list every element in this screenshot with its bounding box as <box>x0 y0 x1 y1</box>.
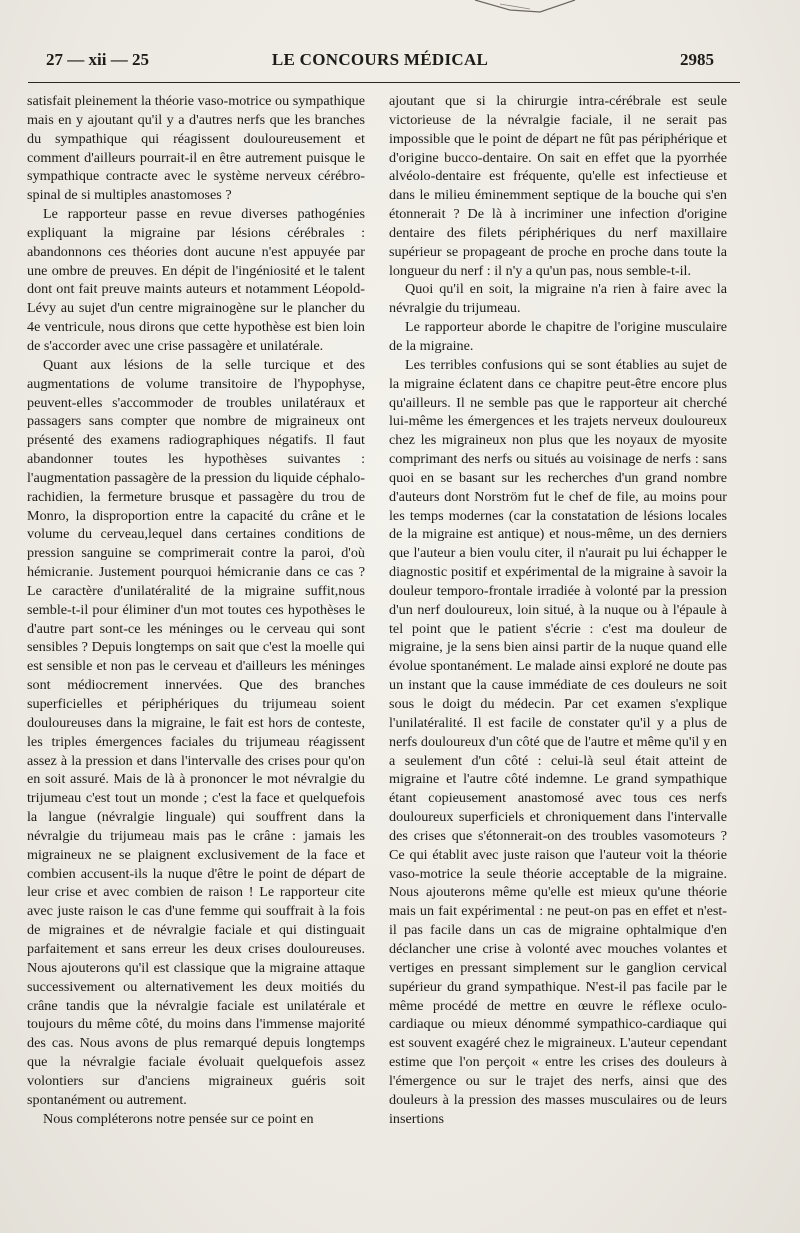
paragraph: Nous compléterons notre pensée sur ce point en <box>43 1110 314 1127</box>
paragraph: Le rapporteur aborde le chapitre de l'origine musculaire de la migraine. <box>389 319 727 354</box>
paragraph: satisfait pleinement la théorie vaso-motrice ou sympathique mais en y ajoutant qu'il y a d'autres nerfs que les branches du sympathique qui réagissent douloureusement et comment d'ailleurs pourrait-il en être autrement puisque le sympathique contracte avec le système nerveux cérébro-spinal de si multiples anastomoses ? <box>27 93 365 204</box>
paragraph: ajoutant que si la chirurgie intra-cérébrale est seule victorieuse de la névralgie faciale, il ne serait pas impossible que le point de départ ne fût pas périphérique et d'origine bucco-dentaire. On sait en effet que la pyorrhée alvéolo-dentaire est fréquente, qu'elle est infectieuse et dans le milieu éminemment septique de la bouche qui s'en étonnerait ? De là à incriminer une infection d'origine dentaire des filets périphériques du nerf maxillaire supérieur se propageant de proche en proche dans toute la longueur du nerf : il n'y a qu'un pas, nous semble-t-il. <box>389 93 727 279</box>
paragraph: Quoi qu'il en soit, la migraine n'a rien à faire avec la névralgie du trijumeau. <box>389 281 727 317</box>
scan-artifact-mark <box>470 0 580 18</box>
issue-date: 27 — xii — 25 <box>46 50 149 69</box>
journal-title: LE CONCOURS MÉDICAL <box>271 50 489 69</box>
header-rule <box>28 82 740 83</box>
left-column <box>27 92 365 1128</box>
page-number: 2985 <box>680 50 714 69</box>
paragraph: Quant aux lésions de la selle turcique et des augmentations de volume transitoire de l'hypophyse, peuvent-elles s'accommoder de troubles unilatéraux et passagers sans compter que nombre de migraineux ont présenté des examens radiographiques négatifs. Il faut abandonner toutes les hypothèses suivantes : l'augmentation passagère de la pression du liquide céphalo-rachidien, la fermeture brusque et passagère du trou de Monro, la disproportion entre la capacité du crâne et le volume du cerveau,lequel dans certaines conditions de pression sanguine se comprimerait contre la paroi, d'où hémicranie. Justement pourquoi hémicranie dans ce cas ? Le caractère d'unilatéralité de la migraine suffit,nous semble-t-il pour éliminer d'un mot toutes ces hypothèses le d'autre part sont-ce les méninges ou le cerveau qui sont sensibles ? Depuis longtemps on sait que c'est la moelle qui est sensible et non pas le cerveau et d'ailleurs les méninges sont médiocrement innervées. Que des branches superficielles et périphériques du trijumeau soient douloureuses dans la migraine, le fait est hors de conteste, les triples émergences faciales du trijumeau réagissent assez à la pression et dans l'intervalle des crises pour qu'on en soit assuré. Mais de là à prononcer le mot névralgie du trijumeau c'est tout un monde ; c'est la face et quelquefois la langue (névralgie linguale) qui souffrent dans la névralgie du trijumeau mais pas le crâne : jamais les migraineux ne se plaignent exclusivement de la face et combien accusent-ils la nuque d'être le point de départ de leur crise et avec combien de raison ! Le rapporteur cite avec juste raison le cas d'une femme qui souffrait à la fois de migraines et de névralgie faciale et qui distinguait parfaitement et sans erreur les deux crises douloureuses. Nous ajouterons qu'il est classique que la migraine attaque successivement ou alternativement les deux moitiés du crâne tandis que la névralgie faciale est unilatérale et toujours du même côté, du moins dans l'immense majorité des cas. Nous avons de plus remarqué depuis longtemps que la névralgie faciale évoluait quelquefois assez volontiers sur d'anciens migraineux guéris soit spontanément ou autrement. <box>27 356 365 1108</box>
right-column <box>389 92 727 1128</box>
paragraph: Le rapporteur passe en revue diverses pathogénies expliquant la migraine par lésions cérébrales : abandonnons ces théories dont aucune n'est appuyée par une ombre de preuves. En dépit de l'ingéniosité et le talent dont ont fait preuve maints auteurs et notamment Léopold-Lévy au sujet d'un centre migrainogène sur le plancher du 4e ventricule, nous dirons que cette hypothèse est bien loin de s'accorder avec une crise passagère et unilatérale. <box>27 206 365 354</box>
page-header <box>46 50 714 74</box>
paragraph: Les terribles confusions qui se sont établies au sujet de la migraine éclatent dans ce chapitre peut-être encore plus qu'ailleurs. Il ne semble pas que le rapporteur ait cherché lui-même les émergences et les trajets nerveux douloureux chez les migraineux non plus que les noyaux de myosite comprimant des nerfs ou situés au voisinage de nerfs : sans quoi en se basant sur les recherches d'un grand nombre d'auteurs dont Norström fut le chef de file, au moins pour les temps modernes (car la constatation de lésions locales de la migraine est antique) et nous-même, un des derniers que l'auteur a bien voulu citer, il n'aurait pu lui échapper le diagnostic positif et expérimental de la migraine à savoir la douleur temporo-frontale irradiée à volonté par la pression d'un nerf douloureux, loin situé, à la nuque ou à l'épaule à tel point que le patient s'écrie : c'est ma douleur de migraine, je la sens bien ainsi partir de la nuque quand elle évolue spontanément. Le malade ainsi exploré ne doute pas un instant que la cause immédiate de ces douleurs ne soit sous le doigt du médecin. Par cet examen s'explique l'unilatéralité. Il est facile de constater qu'il y a plus de nerfs douloureux d'un côté que de l'autre et même qu'il y en a seulement d'un côté : celui-là seul était atteint de migraine et l'autre côté indemne. Le grand sympathique étant copieusement anastomosé avec tous ces nerfs douloureux superficiels et chroniquement dans l'intervalle des crises que s'étonnerait-on des troubles vasomoteurs ? Ce qui établit avec juste raison que l'auteur voit la théorie vaso-motrice la seule théorie acceptable de la migraine. Nous ajouterons même qu'elle est mieux qu'une théorie mais un fait expérimental : ne peut-on pas en effet et n'est-il pas facile dans un cas de migraine ophtalmique d'en déclancher une crise à volonté avec mouches volantes et vertiges en pressant simplement sur le ganglion cervical supérieur du grand sympathique. N'est-il pas facile par le même procédé de mettre en œuvre le réflexe oculo-cardiaque ou mieux dénommé sympathico-cardiaque qui est souvent exagéré chez le migraineux. L'auteur cependant estime que l'on perçoit « entre les crises des douleurs à l'émergence ou sur le trajet des nerfs, ainsi que des douleurs à la pression des masses musculaires ou de leurs insertions <box>389 356 727 1127</box>
